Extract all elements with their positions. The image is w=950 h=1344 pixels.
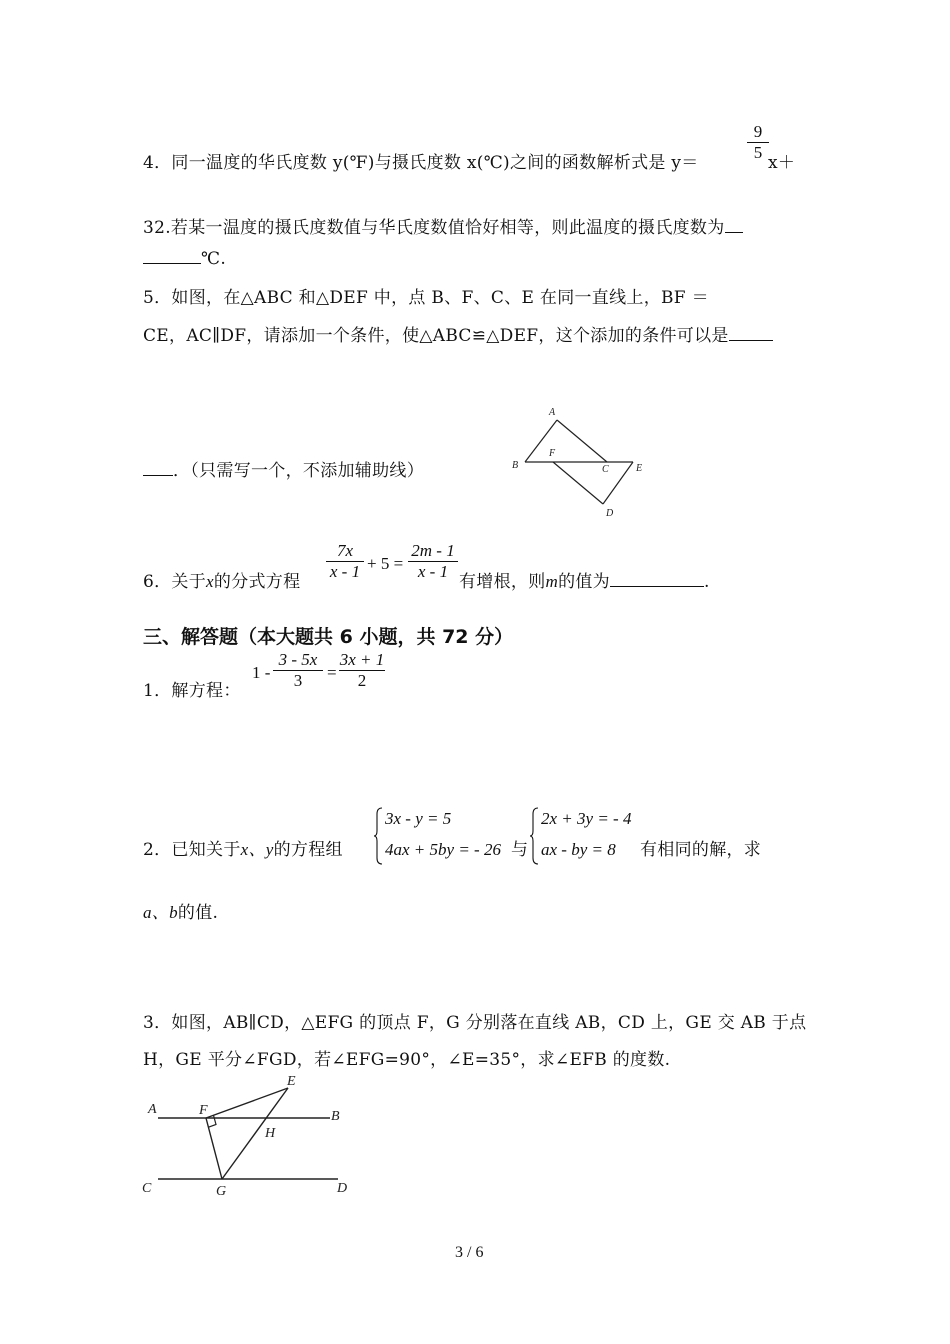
p2-line2-vars: a、b: [143, 903, 178, 922]
q5-blank-b[interactable]: [143, 461, 173, 476]
p3-figure: [138, 1068, 363, 1200]
p3-label-c: C: [142, 1181, 152, 1196]
p1-lhs: 1 -: [252, 663, 271, 682]
q5-line3-text: ．（只需写一个，不添加辅助线）: [173, 461, 424, 481]
p2-sys2-eq1: 2x + 3y = - 4: [541, 809, 632, 828]
q6-frac2-num: 2m - 1: [411, 541, 455, 560]
p2-line1: [143, 835, 343, 860]
q5-label-e: E: [636, 463, 643, 474]
page-number: 3 / 6: [455, 1244, 484, 1261]
p2-mid: 的方程组: [273, 840, 343, 860]
p3-label-d: D: [337, 1181, 348, 1196]
q6-frac1: [326, 541, 364, 582]
p3-line-fg: [206, 1118, 222, 1179]
p1-frac2-den: 2: [339, 670, 385, 691]
q5-line-ac: [557, 420, 607, 462]
q6-frac1-num: 7x: [336, 541, 354, 560]
q4-frac-den: 5: [747, 142, 769, 163]
p2-line2: [143, 898, 218, 923]
q4-line3: [143, 249, 226, 269]
p2-vars: x、y: [240, 840, 274, 859]
q6-frac2-den: x - 1: [408, 561, 458, 582]
p1-frac2: [339, 650, 385, 691]
p1-frac1-den: 3: [273, 670, 323, 691]
q4-line1: [143, 148, 699, 173]
p3-line2: H，GE 平分∠FGD，若∠EFG=90°，∠E=35°，求∠EFB 的度数.: [143, 1050, 671, 1070]
p3-label-e: E: [287, 1074, 296, 1089]
q6-plus: + 5 =: [367, 554, 404, 573]
q4-line3-suffix: ℃.: [201, 249, 227, 269]
q5-label-c: C: [602, 464, 609, 475]
p3-label-b: B: [331, 1109, 340, 1124]
p3-label-a: A: [148, 1102, 157, 1117]
q4-fraction: [747, 122, 769, 163]
q6-after: 有增根，则: [459, 572, 546, 592]
p3-label-f: F: [199, 1103, 208, 1118]
q5-line1: 5．如图，在△ABC 和△DEF 中，点 B、F、C、E 在同一直线上，BF ＝: [143, 288, 709, 308]
p3-line-ge: [222, 1088, 288, 1179]
q6-frac2: [408, 541, 458, 582]
q5-line2-text: CE，AC∥DF，请添加一个条件，使△ABC≌△DEF，这个添加的条件可以是: [143, 326, 729, 346]
q6-end: 的值为: [558, 572, 610, 592]
p1-frac1: [273, 650, 323, 691]
q6-period: .: [703, 572, 710, 592]
q6-line: [143, 567, 300, 592]
q5-label-f: F: [549, 448, 556, 459]
p3-label-g: G: [216, 1184, 227, 1199]
q5-label-d: D: [606, 508, 614, 519]
p2-suffix: 有相同的解，求: [640, 840, 762, 860]
p2-with: 与: [511, 840, 529, 860]
q4-frac-num: 9: [753, 122, 763, 141]
p2-brace-2: [530, 807, 540, 865]
q5-line3: [143, 456, 424, 481]
q5-line-fd: [553, 462, 603, 504]
q4-blank-b[interactable]: [143, 249, 201, 264]
section-heading: 三、解答题（本大题共 6 小题，共 72 分）: [143, 626, 514, 648]
q5-figure: [505, 400, 655, 522]
q4-line1-suffix: x＋: [768, 153, 796, 173]
q4-line1-prefix: 4．同一温度的华氏度数 y(℉)与摄氏度数 x(℃)之间的函数解析式是 y＝: [143, 153, 699, 173]
p1-eq: =: [327, 663, 337, 682]
q5-blank-a[interactable]: [729, 326, 773, 341]
p2-brace-1: [374, 807, 384, 865]
q6-frac1-den: x - 1: [326, 561, 364, 582]
q5-line2: [143, 321, 773, 346]
q6-prefix: 6．关于: [143, 572, 207, 592]
q6-m: m: [545, 572, 559, 591]
q5-label-a: A: [549, 407, 556, 418]
p2-sys2-eq2: ax - by = 8: [541, 840, 616, 859]
q6-blank[interactable]: [610, 572, 704, 587]
p2-prefix: 2．已知关于: [143, 840, 241, 860]
p1-frac1-num: 3 - 5x: [278, 650, 318, 669]
p2-line2-suffix: 的值.: [177, 903, 219, 923]
p1-frac2-num: 3x + 1: [339, 650, 385, 669]
q6-var: x: [206, 572, 214, 591]
p3-label-h: H: [265, 1126, 276, 1141]
p3-line1: 3．如图，AB∥CD，△EFG 的顶点 F，G 分别落在直线 AB，CD 上，GE 交 AB 于点: [143, 1013, 807, 1033]
p1-label: 1．解方程：: [143, 681, 241, 701]
q4-blank-a[interactable]: [725, 218, 743, 233]
q6-mid: 的分式方程: [213, 572, 301, 592]
p3-line-fe: [206, 1088, 288, 1118]
q4-line2: [143, 213, 743, 238]
q6-tail: [459, 567, 710, 592]
p2-sys1-eq1: 3x - y = 5: [385, 809, 452, 828]
p2-sys1-eq2: 4ax + 5by = - 26: [385, 840, 501, 859]
q4-line2-text: 32.若某一温度的摄氏度数值与华氏度数值恰好相等，则此温度的摄氏度数为: [143, 218, 725, 238]
q5-label-b: B: [512, 460, 519, 471]
